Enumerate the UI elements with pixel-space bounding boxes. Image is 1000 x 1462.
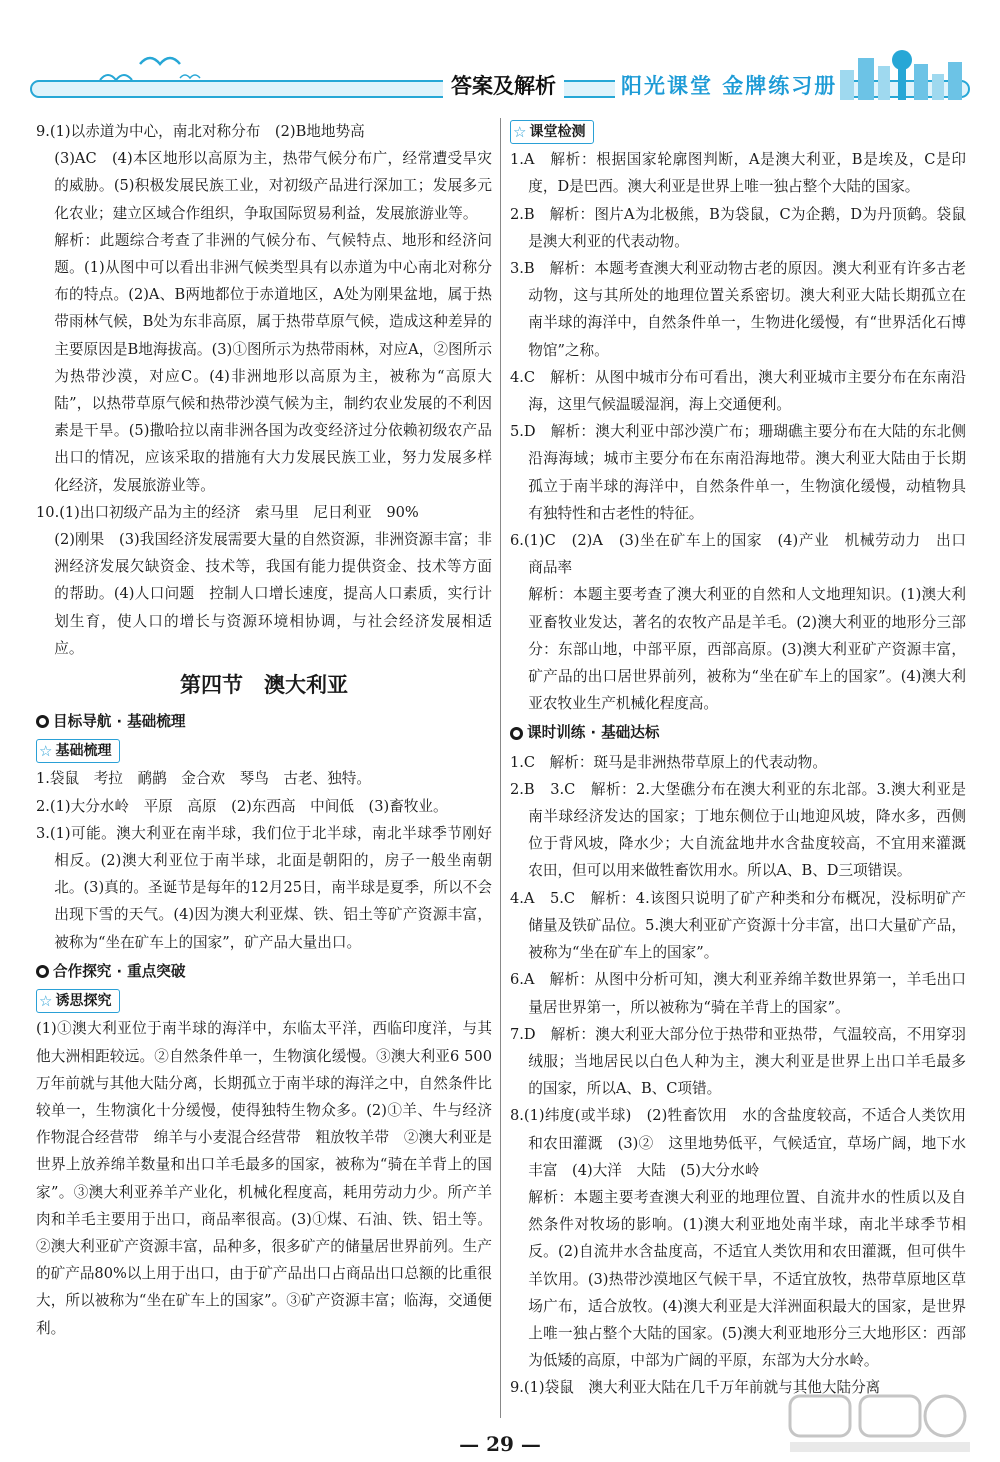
answer-paragraph: 3.(1)可能。澳大利亚在南半球，我们位于北半球，南北半球季节刚好相反。(2)澳大利亚位于南半球，北面是朝阳的，房子一般坐南朝北。(3)真的。圣诞节是每年的12月25日，南半球是夏季，所以不会出现下雪的天气。(4)因为澳大利亚煤、铁、铝土等矿产资源丰富，被称为“坐在矿车上的国家”，矿产品大量出口。 [36, 824, 492, 951]
answer-paragraph: 2.(1)大分水岭 平原 高原 (2)东西高 中间低 (3)畜牧业。 [36, 797, 448, 815]
page-number: — 29 — [459, 1432, 541, 1456]
answer-paragraph: 4.A 5.C 解析：4.该图只说明了矿产种类和分布概况，没标明矿产储量及铁矿品位。5.澳大利亚矿产资源十分丰富，出口大量矿产品，被称为“坐在矿车上的国家”。 [510, 889, 966, 962]
section-band-label: 目标导航 · 基础梳理 [53, 713, 186, 731]
subsection-row [36, 987, 492, 1015]
answer-paragraph: 8.(1)纬度(或半球) (2)牲畜饮用 水的含盐度较高，不适合人类饮用和农田灌溉 (3)② 这里地势低平，气候适宜，草场广阔，地下水丰富 (4)大洋 大陆 (5)大分水岭 [510, 1107, 966, 1179]
subsection-tag [510, 120, 594, 144]
answer-paragraph: 4.C 解析：从图中城市分布可看出，澳大利亚城市主要分布在东南沿海，这里气候温暖湿润，海上交通便利。 [510, 368, 966, 414]
subsection-label: 基础梳理 [55, 743, 112, 760]
header-series: 阳光课堂 金牌练习册 [615, 70, 843, 100]
answer-paragraph: 解析：此题综合考查了非洲的气候分布、气候特点、地形和经济问题。(1)从图中可以看出非洲气候类型具有以赤道为中心南北对称分布的特点。(2)A、B两地都位于赤道地区，A处为刚果盆地，属于热带雨林气候，B处为东非高原，属于热带草原气候，造成这种差异的主要原因是B地海拔高。(3)①图所示为热带雨林，对应A，②图所示为热带沙漠，对应C。(4)非洲地形以高原为主，被称为“高原大陆”，以热带草原气候和热带沙漠气候为主，制约农业发展的不利因素是干旱。(5)撒哈拉以南非洲各国为改变经济过分依赖初级农产品出口的情况，应该采取的措施有大力发展民族工业，努力发展多样化经济，发展旅游业等。 [54, 231, 492, 494]
section-band [510, 719, 966, 746]
answer-paragraph: 解析：本题主要考查澳大利亚的地理位置、自流井水的性质以及自然条件对牧场的影响。(1)澳大利亚地处南半球，南北半球季节相反。(2)自流井水含盐度高，不适宜人类饮用和农田灌溉，但可供牛羊饮用。(3)热带沙漠地区气候干旱，不适宜放牧，热带草原地区草场广布，适合放牧。(4)澳大利亚是大洋洲面积最大的国家，是世界上唯一独占整个大陆的国家。(5)澳大利亚地形分三大地形区：西部为低矮的高原，中部为广阔的平原，东部为大分水岭。 [528, 1188, 966, 1370]
answer-paragraph: 解析：本题主要考查了澳大利亚的自然和人文地理知识。(1)澳大利亚畜牧业发达，著名的农牧产品是羊毛。(2)澳大利亚的地形分三部分：东部山地，中部平原，西部高原。(3)澳大利亚矿产资源丰富，矿产品的出口居世界前列，被称为“坐在矿车上的国家”。(4)澳大利亚农牧业生产机械化程度高。 [528, 586, 966, 713]
answer-paragraph: 1.A 解析：根据国家轮廓图判断，A是澳大利亚，B是埃及，C是印度，D是巴西。澳大利亚是世界上唯一独占整个大陆的国家。 [510, 151, 966, 196]
star-icon: ☆ [513, 123, 527, 141]
circle-bullet-icon [36, 715, 49, 728]
city-skyline-icon [830, 44, 970, 100]
answer-paragraph: 9.(1)以赤道为中心，南北对称分布 (2)B地地势高 [36, 123, 365, 140]
section-title: 第四节 澳大利亚 [180, 673, 348, 698]
subsection-row [36, 737, 492, 765]
answer-paragraph: 1.C 解析：斑马是非洲热带草原上的代表动物。 [510, 753, 827, 771]
answer-paragraph: (2)刚果 (3)我国经济发展需要大量的自然资源，非洲资源丰富；非洲经济发展欠缺资金、技术等，我国有能力提供资金、技术等方面的帮助。(4)人口问题 控制人口增长速度，提高人口素质，实行计划生育，使人口的增长与资源环境相协调，与社会经济发展相适应。 [54, 531, 492, 657]
section-band-label: 合作探究 · 重点突破 [53, 962, 186, 980]
subsection-tag [36, 739, 120, 763]
circle-bullet-icon [510, 727, 523, 740]
answer-paragraph: 1.袋鼠 考拉 鸸鹋 金合欢 琴鸟 古老、独特。 [36, 770, 371, 788]
page-header [30, 44, 970, 106]
column-divider [500, 118, 501, 1418]
right-column [510, 118, 981, 1402]
answer-paragraph: 2.B 解析：图片A为北极熊，B为袋鼠，C为企鹅，D为丹顶鹤。袋鼠是澳大利亚的代表动物。 [510, 205, 966, 250]
circle-bullet-icon [36, 965, 49, 978]
answer-paragraph: 7.D 解析：澳大利亚大部分位于热带和亚热带，气温较高，不用穿羽绒服；当地居民以白色人种为主，澳大利亚是世界上出口羊毛最多的国家，所以A、B、C项错。 [510, 1025, 966, 1098]
section-band [36, 958, 492, 985]
subsection-tag [36, 989, 120, 1013]
answer-paragraph: 3.B 解析：本题考查澳大利亚动物古老的原因。澳大利亚有许多古老动物，这与其所处的地理位置关系密切。澳大利亚大陆长期孤立在南半球的海洋中，自然条件单一，生物进化缓慢，有“世界活化石博物馆”之称。 [510, 260, 966, 359]
answer-paragraph: 2.B 3.C 解析：2.大堡礁分布在澳大利亚的东北部。3.澳大利亚是南半球经济发达的国家；丁地东侧位于山地迎风坡，降水多，西侧位于背风坡，降水少；大自流盆地井水含盐度较高，不宜用来灌溉农田，但可以用来做牲畜饮用水。所以A、B、D三项错误。 [510, 780, 966, 880]
answer-paragraph: (1)①澳大利亚位于南半球的海洋中，东临太平洋，西临印度洋，与其他大洲相距较远。②自然条件单一，生物演化缓慢。③澳大利亚6 500万年前就与其他大陆分离，长期孤立于南半球的海洋之中，自然条件比较单一，生物演化十分缓慢，使得独特生物众多。(2)①羊、牛与经济作物混合经营带 绵羊与小麦混合经营带 粗放牧羊带 ②澳大利亚是世界上放养绵羊数量和出口羊毛最多的国家，被称为“骑在羊背上的国家”。③澳大利亚养羊产业化，机械化程度高，耗用劳动力少。所产羊肉和羊毛主要用于出口，商品率很高。(3)①煤、石油、铁、铝土等。②澳大利亚矿产资源丰富，品种多，很多矿产的储量居世界前列。生产的矿产品80%以上用于出口，由于矿产品出口占商品出口总额的比重很大，所以被称为“坐在矿车上的国家”。③矿产资源丰富；临海，交通便利。 [36, 1020, 492, 1337]
answer-paragraph: 10.(1)出口初级产品为主的经济 索马里 尼日利亚 90% [36, 503, 419, 521]
answer-paragraph: 5.D 解析：澳大利亚中部沙漠广布；珊瑚礁主要分布在大陆的东北侧沿海海域；城市主要分布在东南沿海地带。澳大利亚大陆由于长期孤立于南半球的海洋中，自然条件单一，生物演化缓慢，动植物具有独特性和古老性的特征。 [510, 423, 966, 522]
subsection-label: 诱思探究 [55, 993, 112, 1010]
watermark-logo [780, 1392, 980, 1456]
star-icon: ☆ [39, 992, 53, 1011]
star-icon: ☆ [39, 742, 53, 761]
section-band-label: 课时训练 · 基础达标 [527, 724, 660, 742]
left-column [36, 118, 492, 1342]
answer-paragraph: 9.(1)袋鼠 澳大利亚大陆在几千万年前就与其他大陆分离 [510, 1379, 881, 1397]
subsection-label: 课堂检测 [529, 124, 586, 140]
subsection-row [510, 118, 966, 146]
answer-paragraph: (3)AC (4)本区地形以高原为主，热带气候分布广，经常遭受旱灾的威胁。(5)积极发展民族工业，对初级产品进行深加工；发展多元化农业；建立区域合作组织，争取国际贸易利益，发展旅游业等。 [54, 150, 492, 222]
answer-paragraph: 6.A 解析：从图中分析可知，澳大利亚养绵羊数世界第一，羊毛出口量居世界第一，所以被称为“骑在羊背上的国家”。 [510, 971, 966, 1016]
answer-paragraph: 6.(1)C (2)A (3)坐在矿车上的国家 (4)产业 机械劳动力 出口 商品率 [510, 532, 981, 577]
section-band [36, 708, 492, 735]
header-title: 答案及解析 [443, 70, 564, 100]
